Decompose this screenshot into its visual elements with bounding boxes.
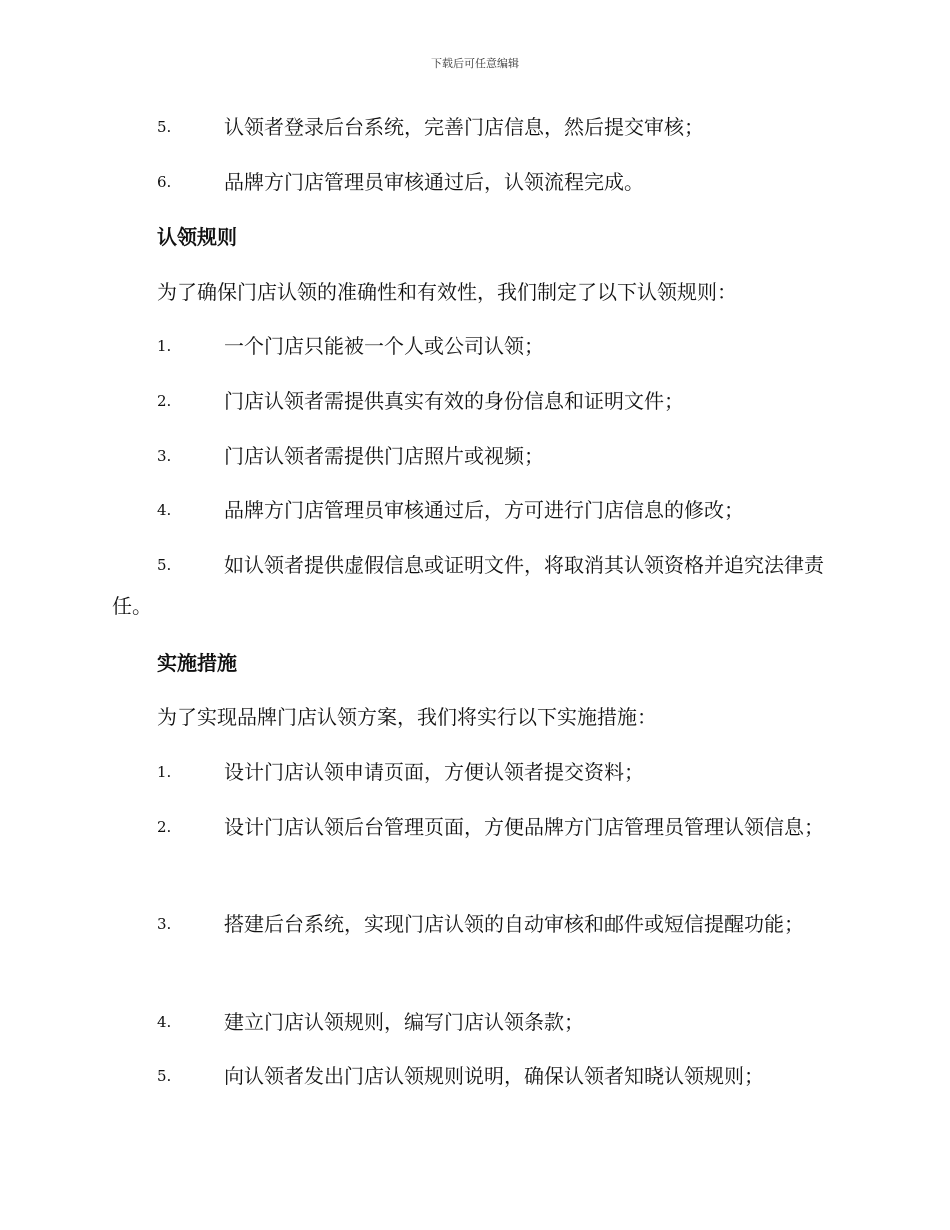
list-number: 3. xyxy=(157,915,172,933)
list-item xyxy=(112,1002,837,1043)
list-item xyxy=(112,436,837,477)
list-item xyxy=(112,107,837,148)
list-item xyxy=(112,545,837,627)
section-heading-rules: 认领规则 xyxy=(157,225,237,249)
list-item xyxy=(112,326,837,367)
list-text: 建立门店认领规则，编写门店认领条款； xyxy=(224,1010,584,1034)
list-text: 门店认领者需提供门店照片或视频； xyxy=(224,444,544,468)
list-number: 2. xyxy=(157,818,172,836)
list-text: 品牌方门店管理员审核通过后，方可进行门店信息的修改； xyxy=(224,498,744,522)
list-number: 5. xyxy=(157,118,172,136)
list-number: 1. xyxy=(157,763,172,781)
list-text: 认领者登录后台系统，完善门店信息，然后提交审核； xyxy=(224,115,704,139)
list-number: 5. xyxy=(157,556,172,574)
list-number: 3. xyxy=(157,447,172,465)
measures-intro: 为了实现品牌门店认领方案，我们将实行以下实施措施： xyxy=(157,705,657,729)
list-number: 4. xyxy=(157,1013,172,1031)
section-heading-measures: 实施措施 xyxy=(157,651,237,675)
list-text: 向认领者发出门店认领规则说明，确保认领者知晓认领规则； xyxy=(224,1064,764,1088)
list-item xyxy=(112,904,837,945)
list-text: 设计门店认领后台管理页面，方便品牌方门店管理员管理认领信息； xyxy=(224,815,824,839)
list-text: 一个门店只能被一个人或公司认领； xyxy=(224,334,544,358)
list-text: 如认领者提供虚假信息或证明文件，将取消其认领资格并追究法律责任。 xyxy=(112,553,824,618)
list-number: 5. xyxy=(157,1067,172,1085)
list-item xyxy=(112,490,837,531)
list-item xyxy=(112,1056,837,1097)
list-number: 6. xyxy=(157,173,172,191)
list-text: 设计门店认领申请页面，方便认领者提交资料； xyxy=(224,760,644,784)
list-item xyxy=(112,162,837,203)
list-item xyxy=(112,752,837,793)
list-text: 品牌方门店管理员审核通过后，认领流程完成。 xyxy=(224,170,644,194)
list-item xyxy=(112,807,837,848)
list-text: 搭建后台系统，实现门店认领的自动审核和邮件或短信提醒功能； xyxy=(224,912,804,936)
list-number: 1. xyxy=(157,337,172,355)
rules-intro: 为了确保门店认领的准确性和有效性，我们制定了以下认领规则： xyxy=(157,280,737,304)
list-item xyxy=(112,381,837,422)
list-number: 4. xyxy=(157,501,172,519)
list-text: 门店认领者需提供真实有效的身份信息和证明文件； xyxy=(224,389,684,413)
list-number: 2. xyxy=(157,392,172,410)
header-note: 下载后可任意编辑 xyxy=(431,57,519,70)
